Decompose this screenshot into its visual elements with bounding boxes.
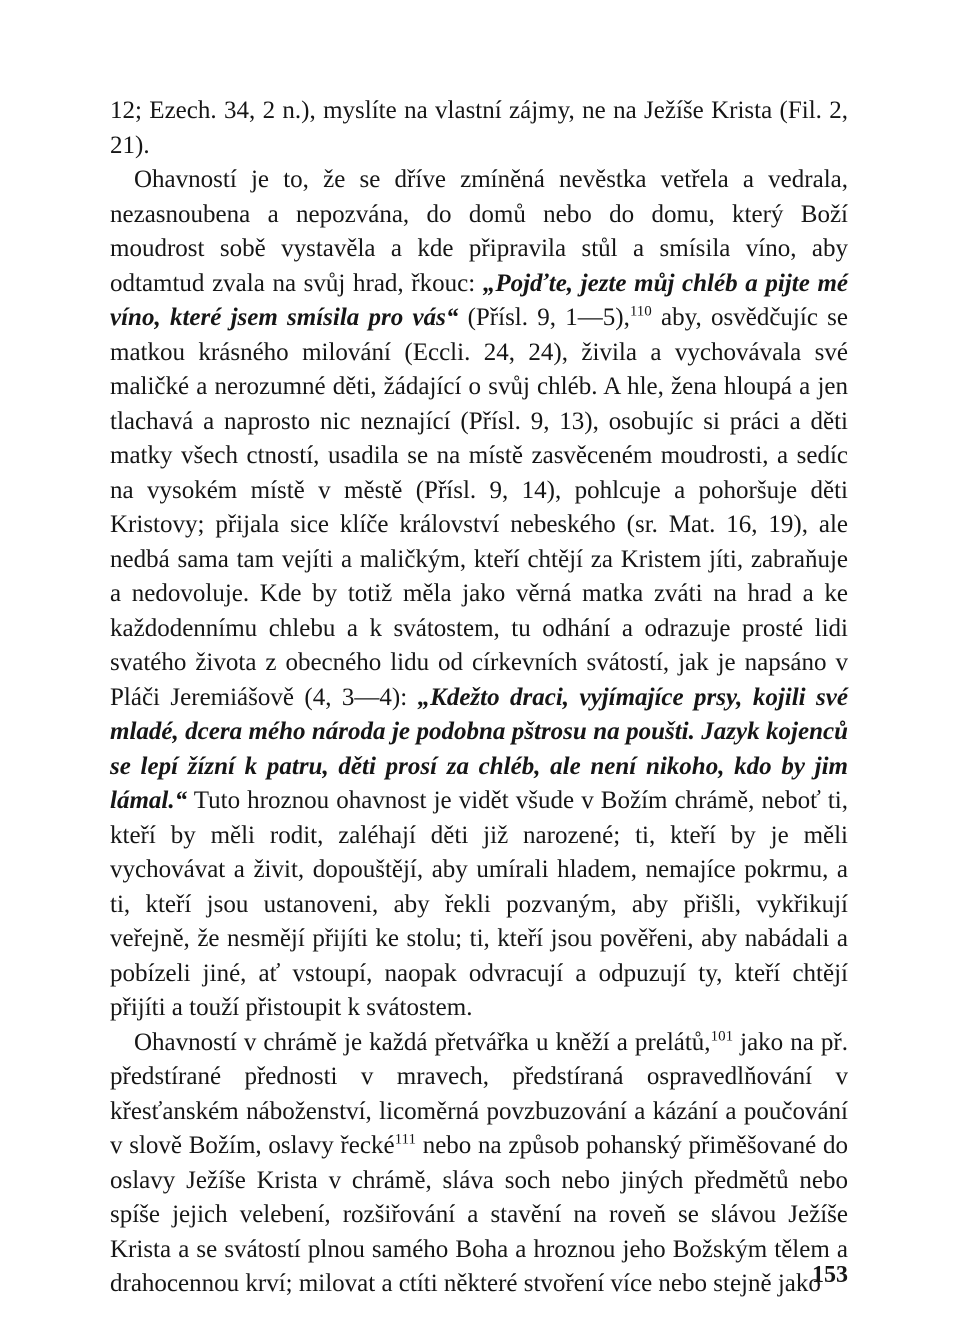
- paragraph-2-quote-1: „Pojďte, jezte můj chléb a pijte mé víno, které jsem smísila pro vás“: [110, 269, 848, 331]
- paragraph-2-text-1: Ohavností je to, že se dříve zmíněná nevěstka vetřela a vedrala, nezasnoubena a nepozvána, do domů nebo do domu, který Boží moudrost sobě vystavěla a kde připravila stůl a smísila víno, aby odtamtud zvala na svůj hrad, řkouc:: [110, 166, 848, 297]
- footnote-ref-111: 111: [394, 1131, 416, 1148]
- paragraph-continuation: [110, 94, 848, 163]
- paragraph-abomination-hypocrisy: [110, 1026, 848, 1302]
- paragraph-3-text-2: jako na př. předstírané přednosti v mravech, předstíraná ospravedlňování v křesťanském náboženství, licoměrná povzbuzování a kázání a poučování v slově Božím, oslavy řecké: [110, 1028, 848, 1159]
- paragraph-2-text-3: aby, osvědčujíc se matkou krásného milování (Eccli. 24, 24), živila a vychovávala své maličké a nerozumné děti, žádající o svůj chléb. A hle, žena hloupá a jen tlachavá a naprosto nic neznající (Přísl. 9, 13), osobujíc si práci a děti matky všech ctností, usadila se na místě zasvěceném moudrosti, a sedíc na vysokém místě v městě (Přísl. 9, 14), pohlcuje a pohoršuje děti Kristovy; přijala sice klíče království nebeského (sr. Mat. 16, 19), ale nedbá sama tam vejíti a maličkým, kteří chtějí za Kristem jíti, zabraňuje a nedovoluje. Kde by totiž měla jako věrná matka zváti na hrad a ke každodennímu chlebu a k svátostem, tu odhání a odrazuje prosté lidi svatého života z obecného lidu od církevních svátostí, jak je napsáno v Pláči Jeremiášově (4, 3—4):: [110, 304, 848, 711]
- paragraph-abomination-harlot: [110, 163, 848, 1026]
- paragraph-2-text-4: Tuto hroznou ohavnost je vidět všude v Božím chrámě, neboť ti, kteří by měli rodit, zaléhají děti již narozené; ti, kteří by je měli vychovávat a živit, dopouštějí, aby umírali hladem, nemajíce pokrmu, a ti, kteří jsou ustanoveni, aby řekli pozvaným, aby přišli, vykřikují veřejně, že nesmějí přijíti ke stolu; ti, kteří jsou pověřeni, aby nabádali a pobízeli jiné, ať vstoupí, naopak odvracují a odpuzují ty, kteří chtějí přijíti a touží přistoupit k svátostem.: [110, 787, 848, 1021]
- body-text: [110, 94, 848, 1302]
- paragraph-2-quote-2: „Kdežto draci, vyjímajíce prsy, kojili své mladé, dcera mého národa je podobna pštrosu na poušti. Jazyk kojenců se lepí žízní k patru, děti prosí za chléb, ale není nikoho, kdo by jim lámal.“: [110, 683, 848, 814]
- paragraph-1-text: 12; Ezech. 34, 2 n.), myslíte na vlastní zájmy, ne na Ježíše Krista (Fil. 2, 21).: [110, 97, 848, 159]
- paragraph-3-text-1: Ohavností v chrámě je každá přetvářka u kněží a prelátů,: [134, 1028, 711, 1056]
- paragraph-3-text-3: nebo na způsob pohanský přiměšované do oslavy Ježíše Krista v chrámě, sláva soch nebo jiných předmětů nebo spíše jejich velebení, rozšiřování a stavění na roveň se slávou Ježíše Krista a se svátostí plnou samého Boha a hroznou jeho Božským tělem a drahocennou krví; milovat a ctíti některé stvoření více nebo stejně jako: [110, 1132, 849, 1297]
- footnote-ref-101: 101: [710, 1028, 734, 1045]
- page-number: 153: [812, 1262, 848, 1288]
- paragraph-2-text-2: (Přísl. 9, 1—5),: [458, 304, 630, 331]
- footnote-ref-110: 110: [629, 303, 652, 320]
